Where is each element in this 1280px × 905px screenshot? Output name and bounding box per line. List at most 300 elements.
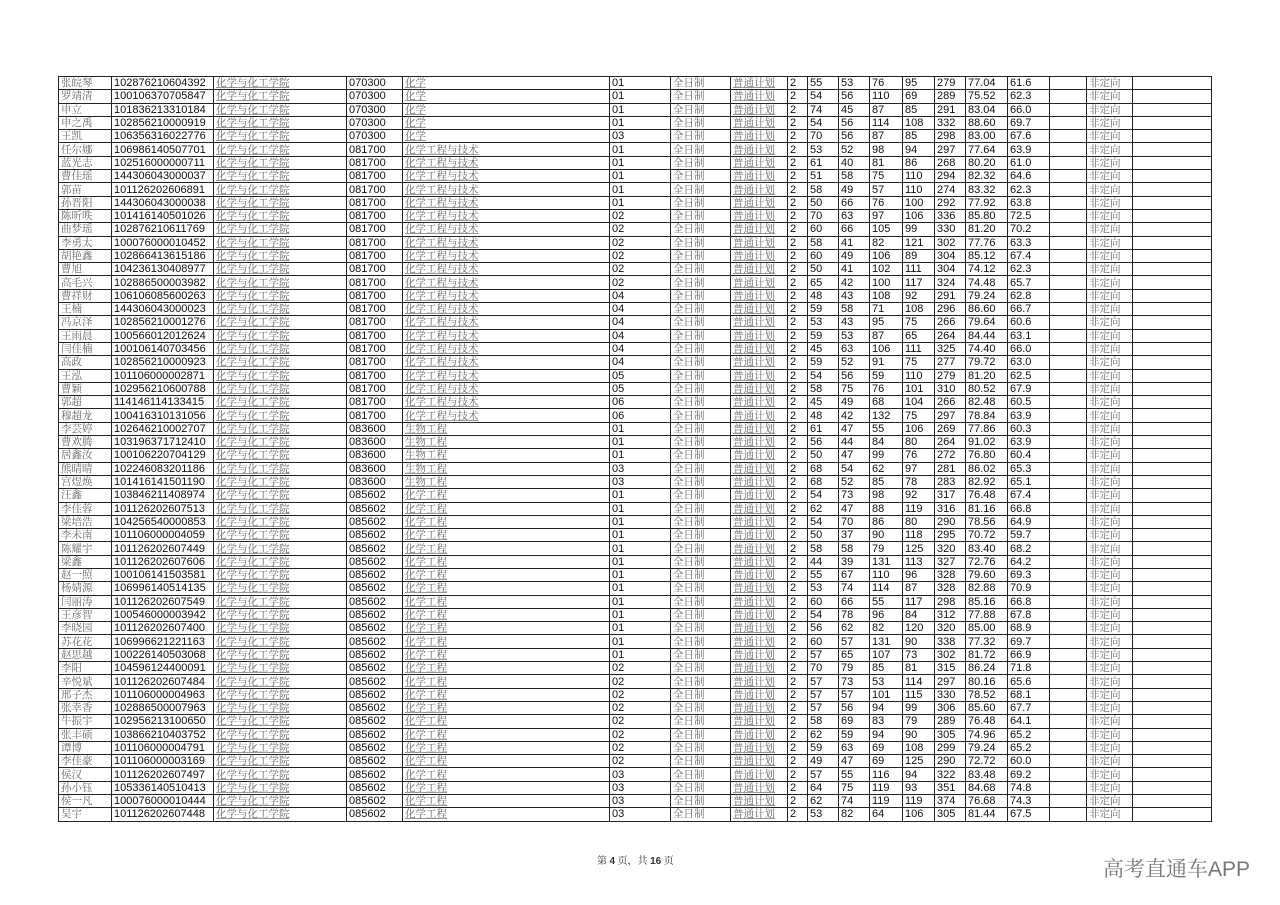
cell-note [1133,755,1212,768]
cell-total-score: 297 [935,409,966,422]
cell-name: 王楠 [59,303,112,316]
cell-total-score: 272 [935,449,966,462]
cell-foreign-language: 75 [839,382,870,395]
cell-politics: 74 [808,103,839,116]
cell-remark [1050,608,1087,621]
cell-major-code: 070300 [347,103,403,116]
cell-foreign-language: 82 [839,808,870,821]
cell-remark [1050,156,1087,169]
cell-subject-1: 110 [870,90,903,103]
cell-final-score: 65.1 [1008,475,1050,488]
cell-exam-id: 101106000004059 [112,529,214,542]
cell-remark [1050,236,1087,249]
cell-subject-1: 107 [870,648,903,661]
cell-major-code: 081700 [347,409,403,422]
cell-orientation: 非定向 [1087,130,1133,143]
cell-foreign-language: 42 [839,409,870,422]
cell-major-name: 化学工程 [403,622,610,635]
cell-foreign-language: 55 [839,768,870,781]
cell-subject-1: 57 [870,183,903,196]
cell-remark [1050,529,1087,542]
cell-college: 化学与化工学院 [214,396,347,409]
cell-remark [1050,356,1087,369]
cell-exam-id: 102856210001276 [112,316,214,329]
cell-subject-2: 75 [903,356,935,369]
cell-retest-score: 83.04 [966,103,1008,116]
table-row [59,90,1212,103]
cell-major-name: 化学工程 [403,648,610,661]
cell-note [1133,688,1212,701]
cell-note [1133,808,1212,821]
cell-total-score: 290 [935,515,966,528]
cell-college: 化学与化工学院 [214,795,347,808]
cell-exam-id: 104236130408977 [112,263,214,276]
cell-final-score: 63.9 [1008,143,1050,156]
cell-orientation: 非定向 [1087,183,1133,196]
cell-study-mode: 全日制 [671,130,731,143]
cell-orientation: 非定向 [1087,489,1133,502]
cell-study-mode: 全日制 [671,781,731,794]
cell-foreign-language: 44 [839,436,870,449]
cell-remark [1050,795,1087,808]
cell-exam-id: 104596124400091 [112,662,214,675]
cell-remark [1050,276,1087,289]
cell-major-name: 化学工程与技术 [403,316,610,329]
cell-plan-type: 普通计划 [731,555,788,568]
cell-note [1133,196,1212,209]
cell-plan-type: 普通计划 [731,715,788,728]
cell-major-code: 085602 [347,582,403,595]
cell-total-score: 297 [935,675,966,688]
cell-subject-2: 85 [903,103,935,116]
cell-major-code: 081700 [347,329,403,342]
cell-major-name: 化学工程 [403,582,610,595]
cell-remark [1050,662,1087,675]
cell-plan-type: 普通计划 [731,276,788,289]
cell-subject-2: 108 [903,116,935,129]
cell-major-name: 化学工程与技术 [403,196,610,209]
cell-foreign-language: 66 [839,196,870,209]
cell-foreign-language: 42 [839,276,870,289]
table-row [59,462,1212,475]
cell-direction: 04 [610,329,671,342]
cell-study-mode: 全日制 [671,329,731,342]
cell-major-name: 化学工程 [403,688,610,701]
cell-politics: 59 [808,303,839,316]
cell-exam-id: 101416141501190 [112,475,214,488]
cell-retest-score: 86.24 [966,662,1008,675]
cell-politics: 50 [808,529,839,542]
cell-exam-id: 100106140703456 [112,342,214,355]
cell-flag: 2 [788,489,808,502]
cell-flag: 2 [788,728,808,741]
cell-total-score: 315 [935,662,966,675]
cell-study-mode: 全日制 [671,755,731,768]
table-row [59,316,1212,329]
cell-college: 化学与化工学院 [214,462,347,475]
cell-major-name: 化学工程与技术 [403,156,610,169]
cell-subject-2: 95 [903,77,935,90]
cell-final-score: 63.1 [1008,329,1050,342]
cell-major-name: 化学工程 [403,741,610,754]
cell-study-mode: 全日制 [671,502,731,515]
cell-final-score: 60.5 [1008,396,1050,409]
cell-total-score: 266 [935,316,966,329]
table-row [59,130,1212,143]
cell-major-name: 化学工程 [403,701,610,714]
cell-study-mode: 全日制 [671,422,731,435]
cell-remark [1050,223,1087,236]
cell-flag: 2 [788,183,808,196]
cell-final-score: 66.0 [1008,103,1050,116]
cell-college: 化学与化工学院 [214,701,347,714]
cell-retest-score: 79.24 [966,289,1008,302]
cell-study-mode: 全日制 [671,303,731,316]
cell-major-name: 化学工程与技术 [403,249,610,262]
cell-major-name: 生物工程 [403,436,610,449]
cell-name: 孙晋阳 [59,196,112,209]
cell-subject-2: 65 [903,329,935,342]
cell-college: 化学与化工学院 [214,648,347,661]
cell-total-score: 305 [935,728,966,741]
cell-retest-score: 76.68 [966,795,1008,808]
cell-exam-id: 101126202607513 [112,502,214,515]
table-row [59,249,1212,262]
cell-plan-type: 普通计划 [731,223,788,236]
cell-plan-type: 普通计划 [731,196,788,209]
cell-direction: 03 [610,781,671,794]
table-row [59,369,1212,382]
cell-foreign-language: 57 [839,635,870,648]
cell-direction: 02 [610,688,671,701]
cell-study-mode: 全日制 [671,568,731,581]
cell-final-score: 61.6 [1008,77,1050,90]
cell-direction: 01 [610,422,671,435]
table-row [59,329,1212,342]
cell-orientation: 非定向 [1087,342,1133,355]
cell-subject-2: 114 [903,675,935,688]
cell-flag: 2 [788,289,808,302]
cell-remark [1050,263,1087,276]
cell-remark [1050,316,1087,329]
cell-college: 化学与化工学院 [214,555,347,568]
cell-retest-score: 86.02 [966,462,1008,475]
cell-politics: 56 [808,622,839,635]
cell-name: 吴宇 [59,808,112,821]
cell-subject-1: 86 [870,515,903,528]
cell-foreign-language: 74 [839,582,870,595]
cell-plan-type: 普通计划 [731,741,788,754]
cell-remark [1050,436,1087,449]
cell-total-score: 274 [935,183,966,196]
cell-flag: 2 [788,795,808,808]
cell-orientation: 非定向 [1087,90,1133,103]
cell-name: 汪鑫 [59,489,112,502]
cell-flag: 2 [788,635,808,648]
cell-major-name: 化学工程 [403,568,610,581]
cell-name: 陈昕昳 [59,209,112,222]
cell-foreign-language: 45 [839,103,870,116]
cell-retest-score: 75.52 [966,90,1008,103]
cell-direction: 03 [610,475,671,488]
cell-subject-2: 96 [903,568,935,581]
cell-flag: 2 [788,595,808,608]
cell-subject-2: 93 [903,781,935,794]
cell-name: 侯汉 [59,768,112,781]
cell-foreign-language: 47 [839,422,870,435]
cell-flag: 2 [788,369,808,382]
cell-politics: 60 [808,249,839,262]
cell-name: 蓝光志 [59,156,112,169]
cell-politics: 68 [808,475,839,488]
cell-direction: 03 [610,130,671,143]
cell-major-name: 生物工程 [403,475,610,488]
cell-exam-id: 102886500003982 [112,276,214,289]
cell-remark [1050,196,1087,209]
cell-total-score: 298 [935,595,966,608]
cell-flag: 2 [788,263,808,276]
cell-foreign-language: 63 [839,342,870,355]
cell-note [1133,396,1212,409]
cell-final-score: 68.2 [1008,542,1050,555]
cell-subject-1: 76 [870,382,903,395]
cell-subject-2: 117 [903,595,935,608]
cell-retest-score: 74.96 [966,728,1008,741]
cell-subject-2: 117 [903,276,935,289]
cell-retest-score: 72.72 [966,755,1008,768]
cell-plan-type: 普通计划 [731,409,788,422]
cell-note [1133,648,1212,661]
cell-study-mode: 全日制 [671,529,731,542]
cell-major-code: 085602 [347,741,403,754]
cell-subject-1: 97 [870,209,903,222]
cell-college: 化学与化工学院 [214,515,347,528]
table-row [59,662,1212,675]
cell-retest-score: 83.32 [966,183,1008,196]
cell-orientation: 非定向 [1087,396,1133,409]
cell-remark [1050,170,1087,183]
cell-politics: 57 [808,768,839,781]
cell-major-name: 化学工程 [403,542,610,555]
table-row [59,568,1212,581]
cell-retest-score: 85.16 [966,595,1008,608]
cell-exam-id: 100566012012624 [112,329,214,342]
cell-major-code: 083600 [347,475,403,488]
cell-major-code: 081700 [347,209,403,222]
table-row [59,555,1212,568]
cell-retest-score: 85.00 [966,622,1008,635]
cell-foreign-language: 49 [839,396,870,409]
cell-exam-id: 101126202607549 [112,595,214,608]
cell-orientation: 非定向 [1087,701,1133,714]
cell-total-score: 264 [935,329,966,342]
cell-retest-score: 77.86 [966,422,1008,435]
cell-exam-id: 101126202607448 [112,808,214,821]
cell-note [1133,77,1212,90]
cell-total-score: 269 [935,422,966,435]
cell-note [1133,675,1212,688]
cell-subject-2: 99 [903,223,935,236]
cell-college: 化学与化工学院 [214,529,347,542]
cell-remark [1050,342,1087,355]
cell-major-code: 085602 [347,701,403,714]
cell-retest-score: 82.88 [966,582,1008,595]
cell-college: 化学与化工学院 [214,409,347,422]
cell-foreign-language: 75 [839,781,870,794]
cell-orientation: 非定向 [1087,436,1133,449]
cell-orientation: 非定向 [1087,755,1133,768]
cell-total-score: 332 [935,116,966,129]
cell-foreign-language: 43 [839,316,870,329]
cell-college: 化学与化工学院 [214,303,347,316]
cell-subject-1: 81 [870,156,903,169]
cell-direction: 02 [610,715,671,728]
cell-retest-score: 80.16 [966,675,1008,688]
cell-name: 高政 [59,356,112,369]
cell-name: 曲梦瑶 [59,223,112,236]
cell-foreign-language: 40 [839,156,870,169]
cell-politics: 48 [808,409,839,422]
cell-foreign-language: 56 [839,90,870,103]
cell-remark [1050,329,1087,342]
cell-subject-1: 114 [870,116,903,129]
cell-subject-2: 76 [903,449,935,462]
cell-subject-2: 119 [903,502,935,515]
cell-politics: 50 [808,196,839,209]
cell-subject-2: 108 [903,741,935,754]
cell-plan-type: 普通计划 [731,662,788,675]
cell-total-score: 322 [935,768,966,781]
cell-foreign-language: 63 [839,209,870,222]
cell-direction: 04 [610,356,671,369]
cell-plan-type: 普通计划 [731,209,788,222]
cell-major-name: 化学工程与技术 [403,396,610,409]
cell-note [1133,183,1212,196]
cell-plan-type: 普通计划 [731,688,788,701]
cell-total-score: 290 [935,755,966,768]
cell-flag: 2 [788,422,808,435]
cell-exam-id: 101126202607449 [112,542,214,555]
cell-direction: 01 [610,436,671,449]
cell-plan-type: 普通计划 [731,77,788,90]
cell-foreign-language: 65 [839,648,870,661]
cell-plan-type: 普通计划 [731,316,788,329]
cell-study-mode: 全日制 [671,675,731,688]
cell-subject-1: 108 [870,289,903,302]
cell-total-score: 296 [935,303,966,316]
cell-note [1133,276,1212,289]
cell-note [1133,608,1212,621]
cell-subject-1: 106 [870,342,903,355]
cell-study-mode: 全日制 [671,582,731,595]
cell-politics: 60 [808,223,839,236]
cell-remark [1050,741,1087,754]
cell-exam-id: 100546000003942 [112,608,214,621]
cell-politics: 55 [808,568,839,581]
cell-name: 居鑫汝 [59,449,112,462]
cell-major-code: 085602 [347,688,403,701]
cell-name: 李未南 [59,529,112,542]
cell-subject-1: 85 [870,662,903,675]
cell-orientation: 非定向 [1087,515,1133,528]
cell-politics: 50 [808,449,839,462]
cell-plan-type: 普通计划 [731,329,788,342]
cell-study-mode: 全日制 [671,236,731,249]
cell-college: 化学与化工学院 [214,263,347,276]
cell-name: 张幸香 [59,701,112,714]
cell-politics: 57 [808,648,839,661]
cell-politics: 64 [808,781,839,794]
cell-name: 李芸婷 [59,422,112,435]
cell-orientation: 非定向 [1087,595,1133,608]
cell-subject-2: 106 [903,808,935,821]
cell-politics: 62 [808,728,839,741]
cell-name: 辛悦斌 [59,675,112,688]
cell-major-code: 070300 [347,77,403,90]
cell-direction: 01 [610,170,671,183]
cell-subject-2: 87 [903,582,935,595]
cell-name: 张丰硕 [59,728,112,741]
cell-name: 郭超 [59,396,112,409]
cell-total-score: 316 [935,502,966,515]
cell-flag: 2 [788,143,808,156]
cell-major-name: 化学 [403,130,610,143]
cell-note [1133,116,1212,129]
cell-college: 化学与化工学院 [214,369,347,382]
cell-major-code: 083600 [347,422,403,435]
table-row [59,356,1212,369]
total-pages: 16 [650,856,662,867]
cell-flag: 2 [788,116,808,129]
cell-exam-id: 144306043000037 [112,170,214,183]
cell-college: 化学与化工学院 [214,595,347,608]
footer-prefix: 第 [597,856,607,867]
table-row [59,223,1212,236]
cell-plan-type: 普通计划 [731,701,788,714]
cell-total-score: 304 [935,263,966,276]
cell-orientation: 非定向 [1087,462,1133,475]
cell-subject-1: 116 [870,768,903,781]
cell-note [1133,502,1212,515]
cell-politics: 54 [808,515,839,528]
cell-major-code: 085602 [347,489,403,502]
cell-note [1133,143,1212,156]
cell-note [1133,156,1212,169]
cell-final-score: 64.2 [1008,555,1050,568]
cell-total-score: 320 [935,542,966,555]
cell-major-name: 化学工程与技术 [403,382,610,395]
cell-plan-type: 普通计划 [731,103,788,116]
cell-total-score: 325 [935,342,966,355]
cell-subject-1: 55 [870,422,903,435]
cell-retest-score: 81.44 [966,808,1008,821]
cell-major-name: 化学工程 [403,515,610,528]
table-row [59,728,1212,741]
cell-orientation: 非定向 [1087,196,1133,209]
cell-college: 化学与化工学院 [214,223,347,236]
cell-major-name: 生物工程 [403,449,610,462]
cell-exam-id: 101126202607400 [112,622,214,635]
cell-orientation: 非定向 [1087,103,1133,116]
cell-exam-id: 100416310131056 [112,409,214,422]
cell-remark [1050,582,1087,595]
cell-total-score: 338 [935,635,966,648]
cell-plan-type: 普通计划 [731,595,788,608]
cell-politics: 57 [808,675,839,688]
cell-direction: 01 [610,116,671,129]
cell-orientation: 非定向 [1087,409,1133,422]
cell-subject-2: 80 [903,515,935,528]
